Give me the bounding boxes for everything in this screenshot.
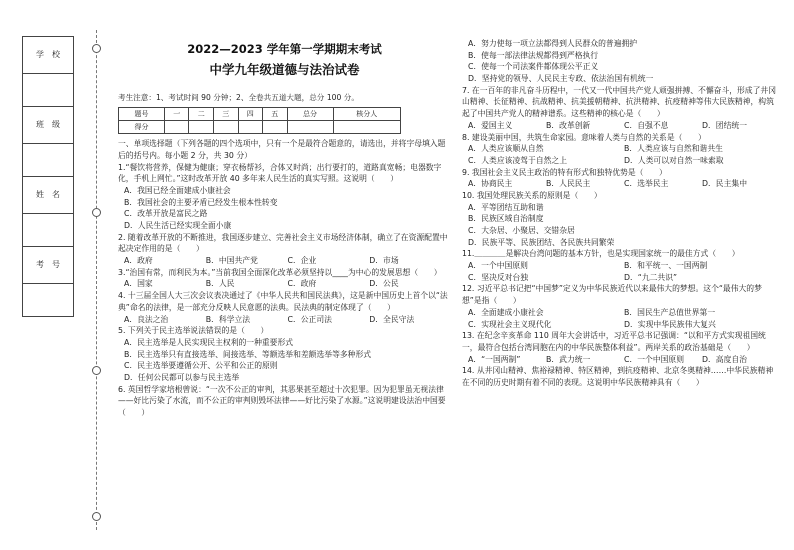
question-7 [462,85,780,120]
binding-hole [92,512,101,521]
exam-subtitle: 中学九年级道德与法治试卷 [209,61,360,77]
option: C．民主选举要遵循公开、公平和公正的原则 [124,361,278,371]
option: C．人类应该凌驾于自然之上 [468,155,568,165]
option-row [462,354,780,366]
right-column [462,38,780,389]
score-header: 题号 [119,108,165,121]
option: C．一个中国原则 [624,354,685,364]
option: B．中国共产党 [205,256,258,266]
exam-title: 2022—2023 学年第一学期期末考试 [187,42,382,56]
option: D．人民生活已经实现全面小康 [124,221,232,230]
question-stem: 5. 下列关于民主选举说法错误的是 [118,326,238,336]
question-stem: 2. 随着改革开放的不断推进，我国逐步建立、完善社会主义市场经济体制，确立了在资源配置中起决定作用的是 [118,232,448,254]
option: D．民主集中 [702,179,747,189]
score-cell[interactable] [333,121,400,134]
student-info-table [22,36,74,317]
score-header: 二 [189,108,214,121]
option: D．“九二共识” [624,272,678,282]
question-stem: 9. 我国社会主义民主政治的特有形式和独特优势是 [462,167,636,177]
option: B．民族区域自治制度 [468,214,544,224]
question-stem: 1.“餐饮将营养，保健为健康；穿衣杨帮衫，合体又时尚；出行要打的，道路真宽畅；电器数字化，手机上网忙。”这时改革开放 40 多年来人民生活的真实写照。这说明 [118,162,442,184]
option-row [462,260,780,283]
question-12 [462,283,780,306]
option: C．改革开放是富民之路 [124,209,208,219]
option: C．坚决反对台独 [468,272,529,282]
answer-blank[interactable]: （ ） [172,244,204,254]
score-header: 核分人 [333,108,400,121]
answer-blank[interactable]: （ ） [237,326,269,336]
answer-blank[interactable]: （ ） [118,408,150,417]
question-stem: 12. 习近平总书记把“中国梦”定义为中华民族近代以来最伟大的梦想。这个“最伟大的梦想”是指 [462,284,762,306]
binding-margin [0,0,100,550]
question-9 [462,167,780,179]
option: A．良法之治 [124,314,169,324]
option: D．民族平等、民族团结、各民族共同繁荣 [468,237,615,247]
answer-blank[interactable]: （ ） [633,109,665,119]
answer-blank[interactable]: （ ） [410,267,442,277]
exam-number-field[interactable]: 考 号 [23,247,74,284]
option: B．国民生产总值世界第一 [624,307,716,317]
school-field[interactable]: 学 校 [23,37,74,74]
option: D．团结统一 [702,120,747,130]
option: A．协商民主 [468,179,513,189]
question-stem: 4. 十三届全国人大三次会议表决通过了《中华人民共和国民法典》，这是新中国历史上首个以“法典”命名的法律，是一部充分反映人民意愿的法典。民法典的制定体现了 [118,291,448,312]
question-11 [462,248,780,260]
score-cell[interactable] [238,121,263,134]
question-10 [462,190,780,202]
question-8 [462,132,780,144]
option: A．人类应该顺从自然 [468,144,544,154]
option: B．人民民主 [546,179,591,189]
option: A．民主选举是人民实现民主权利的一种重要形式 [124,337,294,347]
option: B．武力统一 [546,354,591,364]
option: D．公民 [369,279,399,289]
question-stem: 13. 在纪念辛亥革命 110 周年大会讲话中，习近平总书记强调：“以和平方式实现祖国统一，最符合包括台湾同胞在内的中华民族整体利益”。两岸关系的政治基础是 [462,331,766,352]
score-cell[interactable] [189,121,214,134]
option: D．全民守法 [369,314,415,324]
score-row-label: 得分 [119,121,165,134]
option: B．和平统一、一国两制 [624,261,708,271]
option: B．使每一部法律法规都得到严格执行 [468,50,599,60]
section-heading: 一、单项选择题（下列各题的四个选项中，只有一个是最符合题意的，请选出，并将字母填入题后的括号内。每小题 2 分，共 30 分） [118,139,446,160]
option: C．企业 [287,256,317,266]
option-row [118,255,451,267]
option: A．我国已经全面建成小康社会 [124,185,231,195]
left-column [118,0,451,419]
class-field-blank[interactable] [23,144,74,177]
option: B．人类应该与自然和谐共生 [624,144,723,154]
option: D．高度自治 [702,354,747,364]
option: B．我国社会的主要矛盾已经发生根本性转变 [124,197,278,207]
answer-blank[interactable]: （ ） [489,296,521,306]
option: A．全面建成小康社会 [468,307,544,317]
score-cell[interactable] [214,121,239,134]
question-13 [462,330,780,353]
option: B．科学立法 [205,314,251,324]
answer-blank[interactable]: （ ） [570,190,602,200]
question-3 [118,267,451,279]
score-header: 一 [164,108,189,121]
option: A．“一国两制” [468,354,521,364]
option: A．爱国主义 [468,120,513,130]
class-field[interactable]: 班 级 [23,107,74,144]
option: B．改革创新 [546,120,591,130]
binding-dashed-line [96,30,97,530]
question-6 [118,384,451,419]
score-cell[interactable] [263,121,288,134]
option: A．国家 [124,279,153,289]
option-row [118,314,451,326]
question-14 [462,365,780,388]
answer-blank[interactable]: （ ） [635,167,667,177]
option: A．一个中国原则 [468,261,528,271]
question-stem: 3.“治国有常，而利民为本。”当前我国全面深化改革必须坚持以____为中心的发展思想 [118,267,411,277]
question-4 [118,290,451,313]
option: D．市场 [369,256,399,266]
option: C．自强不息 [624,120,669,130]
option: B．人民 [205,279,235,289]
option: A．努力使每一项立法都得到人民群众的普遍拥护 [468,39,638,48]
school-field-blank[interactable] [23,74,74,107]
option-row [462,143,780,166]
option: C．选举民主 [624,179,669,189]
option-row [462,307,780,330]
answer-blank[interactable]: （ ） [723,342,755,352]
score-header: 三 [214,108,239,121]
option-row [118,278,451,290]
name-field-blank[interactable] [23,214,74,247]
exam-number-field-blank[interactable] [23,284,74,317]
question-1 [118,162,451,185]
option: C．实现社会主义现代化 [468,319,552,329]
score-cell[interactable] [164,121,189,134]
answer-blank[interactable]: （ ） [366,174,399,184]
option: C．大杂居、小聚居、交错杂居 [468,226,575,235]
question-stem: 7. 在一百年的非凡奋斗历程中，一代又一代中国共产党人顽强拼搏、不懈奋斗，形成了井冈山精神、长征精神、抗战精神、抗美援朝精神、抗洪精神、抗疫精神等伟大民族精神，构筑起了中国共产党人的精神谱系。这些精神的核心是 [462,85,776,119]
exam-notice: 考生注意：1、考试时间 90 分钟；2、全卷共五道大题，总分 100 分。 [118,93,359,103]
question-5 [118,325,451,337]
score-header: 五 [263,108,288,121]
binding-hole [92,366,101,375]
answer-blank[interactable]: （ ） [363,302,395,312]
option: D．任何公民都可以参与民主选举 [124,372,240,382]
question-stem: 6. 英国哲学家培根曾说：“一次不公正的审判，其恶果甚至超过十次犯罪。因为犯罪虽无视法律——好比污染了水流，而不公正的审判则毁坏法律——好比污染了水源。”这说明建设法治中国要 [118,384,446,406]
question-stem: 14. 从井冈山精神、焦裕禄精神、特区精神，到抗疫精神、北京冬奥精神……中华民族精神在不同的历史时期有着不同的表现。这说明中华民族精神具有 [462,366,774,387]
option: C．政府 [287,279,317,289]
option: A．政府 [124,256,153,266]
question-stem: 10. 我国处理民族关系的原则是 [462,190,571,200]
answer-blank[interactable]: （ ） [674,132,706,142]
option: C．公正司法 [287,314,332,324]
option: D．人类可以对自然一味索取 [624,155,724,165]
question-stem: 11.＿＿＿＿是解决台湾问题的基本方针，也是实现国家统一的最佳方式 [462,249,709,259]
question-stem: 8. 建设美丽中国，共筑生命家园。意味着人类与自然的关系是 [462,132,675,142]
score-table [118,107,401,134]
option: B．民主选举只有直接选举、间接选举、等额选举和差额选举等多种形式 [124,349,372,359]
answer-blank[interactable]: （ ） [672,377,704,387]
option-row [462,178,780,190]
option: A．平等团结互助和谐 [468,202,544,212]
option-row [462,120,780,132]
question-2 [118,232,451,255]
answer-blank[interactable]: （ ） [708,249,740,259]
option: D．实现中华民族伟大复兴 [624,319,716,329]
option: D．坚持党的领导、人民民主专政、依法治国有机统一 [468,74,654,84]
name-field[interactable]: 姓 名 [23,177,74,214]
binding-hole [92,208,101,217]
score-header: 总分 [287,108,333,121]
option: C．使每一个司法案件都体现公平正义 [468,62,599,72]
score-header: 四 [238,108,263,121]
score-cell[interactable] [287,121,333,134]
binding-hole [92,44,101,53]
